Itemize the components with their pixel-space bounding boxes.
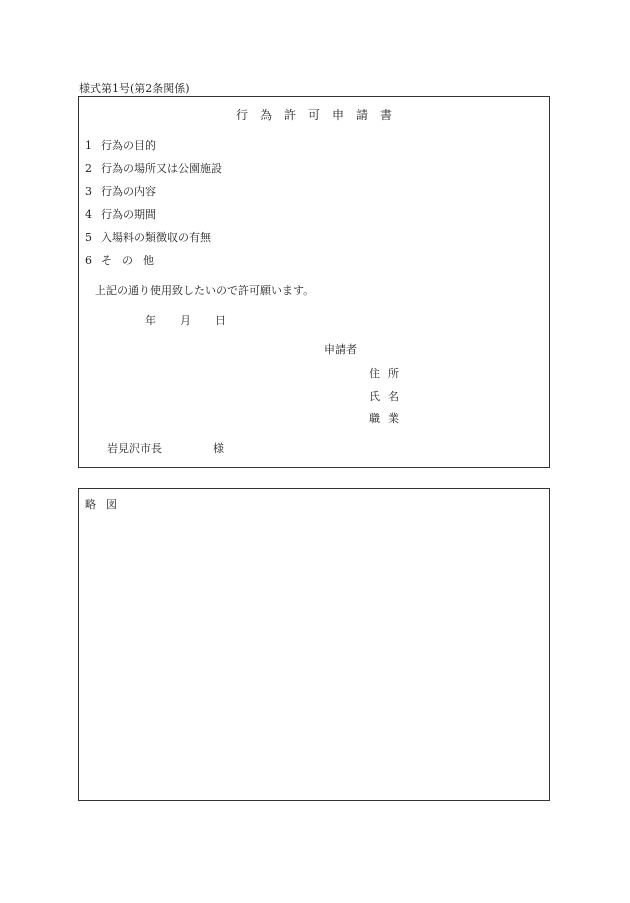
applicant-label: 申請者 — [324, 343, 357, 356]
date-month: 月 — [180, 314, 191, 327]
item-number: 2 — [85, 162, 92, 175]
item-label: 行為の期間 — [101, 208, 156, 221]
date-day: 日 — [215, 314, 226, 327]
application-form-box — [78, 96, 550, 468]
request-statement: 上記の通り使用致したいので許可願います。 — [95, 284, 315, 297]
item-number: 4 — [85, 208, 92, 221]
recipient-honorific: 様 — [213, 442, 224, 455]
item-number: 5 — [85, 231, 92, 244]
sketch-label: 略図 — [85, 498, 127, 511]
item-label: 行為の内容 — [101, 185, 156, 198]
item-row — [85, 231, 211, 245]
item-row — [85, 208, 156, 222]
applicant-name-label: 氏名 — [369, 390, 407, 403]
date-year: 年 — [145, 314, 156, 327]
item-label: その他 — [101, 254, 164, 267]
item-row — [85, 254, 164, 268]
item-number: 1 — [85, 139, 92, 152]
item-label: 行為の目的 — [101, 139, 156, 152]
item-number: 3 — [85, 185, 92, 198]
form-title: 行為許可申請書 — [235, 108, 404, 122]
item-row — [85, 185, 156, 199]
item-label: 入場料の類徴収の有無 — [101, 231, 211, 244]
item-number: 6 — [85, 254, 92, 267]
applicant-address-label: 住所 — [369, 367, 407, 380]
item-row — [85, 139, 156, 153]
form-number: 様式第1号(第2条関係) — [79, 82, 190, 95]
recipient-name: 岩見沢市長 — [107, 442, 162, 455]
item-row — [85, 162, 222, 176]
applicant-occupation-label: 職業 — [369, 412, 407, 425]
item-label: 行為の場所又は公園施設 — [101, 162, 222, 175]
sketch-box — [78, 488, 550, 801]
